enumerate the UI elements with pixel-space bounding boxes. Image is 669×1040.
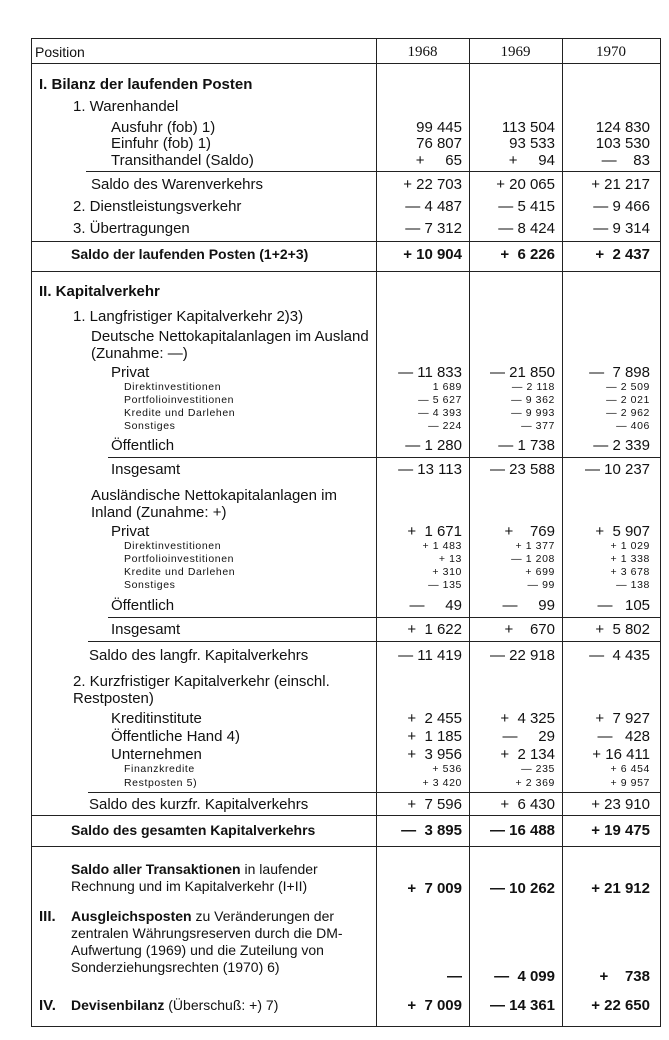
value-1969: + 769 bbox=[504, 523, 555, 540]
rule-after-saldo-ges bbox=[31, 846, 661, 847]
rule-before-saldo-ges bbox=[31, 815, 661, 816]
value-1968: 1 689 bbox=[432, 381, 462, 393]
label-rest: (Überschuß: +) 7) bbox=[164, 997, 279, 1013]
row-label: Sonstiges bbox=[124, 420, 176, 432]
value-1969: + 94 bbox=[508, 152, 555, 169]
row-label: Kredite und Darlehen bbox=[124, 566, 236, 578]
value-1970: + 16 411 bbox=[592, 746, 650, 763]
rule-before-insgesamt-2 bbox=[108, 617, 661, 618]
row-label: Ausländische Nettokapitalanlagen im Inland (Zunahme: +) bbox=[91, 487, 337, 521]
value-1968: — 224 bbox=[428, 420, 462, 432]
row-label bbox=[71, 997, 416, 1013]
value-1970: + 21 217 bbox=[591, 176, 650, 193]
section-number: III. bbox=[39, 908, 56, 925]
value-1970: + 23 910 bbox=[591, 796, 650, 813]
value-1969: — 8 424 bbox=[498, 220, 555, 237]
label-rest: in laufender Rechnung und im Kapitalverkehr (I+II) bbox=[71, 861, 318, 894]
value-1969: + 2 134 bbox=[500, 746, 555, 763]
value-1968: 99 445 bbox=[416, 119, 462, 136]
header-position: Position bbox=[35, 44, 85, 60]
value-1969: + 1 377 bbox=[515, 540, 555, 552]
rule-before-saldo-kurz bbox=[88, 792, 661, 793]
value-1970: — 105 bbox=[597, 597, 650, 614]
value-1968: — 4 393 bbox=[418, 407, 462, 419]
value-1969: — 9 993 bbox=[511, 407, 555, 419]
row-label: Öffentliche Hand 4) bbox=[111, 728, 240, 745]
row-label: Kreditinstitute bbox=[111, 710, 202, 727]
row-label: 1. Warenhandel bbox=[73, 98, 179, 115]
value-1970: + 21 912 bbox=[591, 880, 650, 897]
value-1968: — bbox=[447, 968, 462, 985]
value-1968: + 536 bbox=[432, 763, 462, 775]
row-label: Öffentlich bbox=[111, 437, 175, 454]
label-bold: Saldo aller Transaktionen bbox=[71, 861, 241, 877]
value-1970: — 9 466 bbox=[593, 198, 650, 215]
row-label: 3. Übertragungen bbox=[73, 220, 190, 237]
value-1968: — 11 419 bbox=[398, 647, 462, 664]
value-1970: — 2 962 bbox=[606, 407, 650, 419]
value-1970: — 4 435 bbox=[589, 647, 650, 664]
value-1970: + 19 475 bbox=[591, 822, 650, 839]
value-1970: 103 530 bbox=[595, 135, 650, 152]
value-1969: + 699 bbox=[525, 566, 555, 578]
label-bold: Devisenbilanz bbox=[71, 997, 165, 1013]
row-label: Ausfuhr (fob) 1) bbox=[111, 119, 216, 136]
row-label: Restposten 5) bbox=[124, 777, 198, 789]
value-1970: — 7 898 bbox=[589, 364, 650, 381]
row-label: Portfolioinvestitionen bbox=[124, 553, 235, 565]
value-1969: — 4 099 bbox=[494, 968, 555, 985]
row-label: Einfuhr (fob) 1) bbox=[111, 135, 212, 152]
row-label: Saldo des Warenverkehrs bbox=[91, 176, 264, 193]
value-1968: 76 807 bbox=[416, 135, 462, 152]
table-top-rule bbox=[31, 38, 661, 39]
value-1970: + 1 338 bbox=[610, 553, 650, 565]
value-1970: + 2 437 bbox=[595, 246, 650, 263]
value-1969: + 6 430 bbox=[500, 796, 555, 813]
value-1968: — 13 113 bbox=[398, 461, 462, 478]
value-1968: + 13 bbox=[438, 553, 462, 565]
value-1970: — 138 bbox=[616, 579, 650, 591]
row-label: Saldo der laufenden Posten (1+2+3) bbox=[71, 246, 309, 262]
value-1969: — 21 850 bbox=[489, 364, 555, 381]
value-1969: + 20 065 bbox=[496, 176, 555, 193]
value-1968: + 7 009 bbox=[407, 997, 462, 1014]
value-1968: + 7 009 bbox=[407, 880, 462, 897]
table-bottom-rule bbox=[31, 1026, 661, 1027]
value-1970: — 428 bbox=[597, 728, 650, 745]
value-1968: — 135 bbox=[428, 579, 462, 591]
value-1970: — 2 339 bbox=[593, 437, 650, 454]
value-1970: + 738 bbox=[599, 968, 650, 985]
value-1969: + 670 bbox=[504, 621, 555, 638]
row-label bbox=[71, 908, 376, 976]
value-1970: + 6 454 bbox=[610, 763, 650, 775]
row-label: Unternehmen bbox=[111, 746, 202, 763]
value-1968: + 1 185 bbox=[407, 728, 462, 745]
rule-before-saldo-lfd bbox=[31, 241, 661, 242]
row-label: Direktinvestitionen bbox=[124, 381, 222, 393]
row-label: 2. Kurzfristiger Kapitalverkehr (einschl. Restposten) bbox=[73, 673, 330, 707]
section-number: IV. bbox=[39, 997, 56, 1014]
label-rest: zu Veränderungen der zentralen Währungsreserven durch die DM-Aufwertung (1969) und die Zuteilung von Sonderziehungsrechten (1970) 6) bbox=[71, 908, 343, 975]
value-1968: + 65 bbox=[415, 152, 462, 169]
row-label: Sonstiges bbox=[124, 579, 176, 591]
value-1968: — 3 895 bbox=[401, 822, 462, 839]
row-label: Saldo des gesamten Kapitalverkehrs bbox=[71, 822, 316, 838]
row-label: Saldo des langfr. Kapitalverkehrs bbox=[89, 647, 309, 664]
row-label: 2. Dienstleistungsverkehr bbox=[73, 198, 242, 215]
value-1969: — 29 bbox=[502, 728, 555, 745]
value-1968: — 7 312 bbox=[405, 220, 462, 237]
value-1970: + 1 029 bbox=[610, 540, 650, 552]
value-1968: + 22 703 bbox=[403, 176, 462, 193]
value-1968: + 3 956 bbox=[407, 746, 462, 763]
rule-before-saldo-waren bbox=[86, 171, 661, 172]
value-1968: + 7 596 bbox=[407, 796, 462, 813]
value-1970: 124 830 bbox=[595, 119, 650, 136]
value-1970: — 406 bbox=[616, 420, 650, 432]
value-1968: — 4 487 bbox=[405, 198, 462, 215]
value-1969: + 4 325 bbox=[500, 710, 555, 727]
value-1969: — 2 118 bbox=[511, 381, 555, 393]
value-1968: + 2 455 bbox=[407, 710, 462, 727]
value-1968: + 310 bbox=[432, 566, 462, 578]
value-1968: + 1 483 bbox=[422, 540, 462, 552]
value-1969: — 1 738 bbox=[498, 437, 555, 454]
value-1969: — 10 262 bbox=[489, 880, 555, 897]
row-label: Deutsche Nettokapitalanlagen im Ausland (Zunahme: —) bbox=[91, 328, 369, 362]
value-1970: + 22 650 bbox=[591, 997, 650, 1014]
section-label: II. Kapitalverkehr bbox=[39, 283, 160, 300]
value-1970: + 7 927 bbox=[595, 710, 650, 727]
row-label: Transithandel (Saldo) bbox=[111, 152, 254, 169]
label-bold: Ausgleichsposten bbox=[71, 908, 192, 924]
value-1969: — 23 588 bbox=[489, 461, 555, 478]
row-label: Privat bbox=[111, 364, 150, 381]
value-1969: 113 504 bbox=[501, 119, 555, 136]
value-1970: — 10 237 bbox=[584, 461, 650, 478]
value-1969: — 235 bbox=[521, 763, 555, 775]
value-1970: — 83 bbox=[601, 152, 650, 169]
balance-of-payments-table bbox=[31, 38, 661, 1027]
value-1970: + 9 957 bbox=[610, 777, 650, 789]
value-1968: + 1 671 bbox=[407, 523, 462, 540]
value-1969: — 99 bbox=[502, 597, 555, 614]
value-1969: — 99 bbox=[527, 579, 555, 591]
value-1970: + 3 678 bbox=[610, 566, 650, 578]
header-1968: 1968 bbox=[407, 44, 438, 60]
value-1969: — 22 918 bbox=[489, 647, 555, 664]
row-label: Saldo des kurzfr. Kapitalverkehrs bbox=[89, 796, 309, 813]
value-1969: — 14 361 bbox=[489, 997, 555, 1014]
rule-before-saldo-lang bbox=[88, 641, 661, 642]
value-1969: + 2 369 bbox=[515, 777, 555, 789]
row-label: Privat bbox=[111, 523, 150, 540]
value-1969: — 1 208 bbox=[511, 553, 555, 565]
row-label: Finanzkredite bbox=[124, 763, 195, 775]
row-label: Öffentlich bbox=[111, 597, 175, 614]
header-rule bbox=[31, 63, 661, 64]
value-1968: — 11 833 bbox=[398, 364, 462, 381]
value-1968: + 3 420 bbox=[422, 777, 462, 789]
header-1970: 1970 bbox=[596, 44, 626, 60]
table-border-right bbox=[660, 38, 661, 1027]
value-1969: + 6 226 bbox=[500, 246, 555, 263]
row-label: Portfolioinvestitionen bbox=[124, 394, 235, 406]
value-1970: + 5 802 bbox=[595, 621, 650, 638]
row-label: Insgesamt bbox=[111, 621, 181, 638]
value-1970: — 2 021 bbox=[606, 394, 650, 406]
row-label: Kredite und Darlehen bbox=[124, 407, 236, 419]
value-1970: — 9 314 bbox=[593, 220, 650, 237]
row-label: Insgesamt bbox=[111, 461, 181, 478]
section-label: I. Bilanz der laufenden Posten bbox=[39, 76, 253, 93]
rule-after-saldo-lfd bbox=[31, 271, 661, 272]
value-1969: 93 533 bbox=[509, 135, 555, 152]
value-1969: — 9 362 bbox=[511, 394, 555, 406]
value-1968: — 49 bbox=[409, 597, 462, 614]
row-label: Direktinvestitionen bbox=[124, 540, 222, 552]
value-1968: + 10 904 bbox=[403, 246, 462, 263]
value-1969: — 16 488 bbox=[489, 822, 555, 839]
row-label: 1. Langfristiger Kapitalverkehr 2)3) bbox=[73, 308, 304, 325]
value-1970: — 2 509 bbox=[606, 381, 650, 393]
value-1969: — 377 bbox=[521, 420, 555, 432]
value-1968: + 1 622 bbox=[407, 621, 462, 638]
value-1968: — 5 627 bbox=[418, 394, 462, 406]
rule-before-insgesamt-1 bbox=[108, 457, 661, 458]
row-label bbox=[71, 861, 371, 895]
table-border-left bbox=[31, 38, 32, 1027]
header-1969: 1969 bbox=[500, 44, 531, 60]
value-1968: — 1 280 bbox=[405, 437, 462, 454]
value-1969: — 5 415 bbox=[498, 198, 555, 215]
value-1970: + 5 907 bbox=[595, 523, 650, 540]
